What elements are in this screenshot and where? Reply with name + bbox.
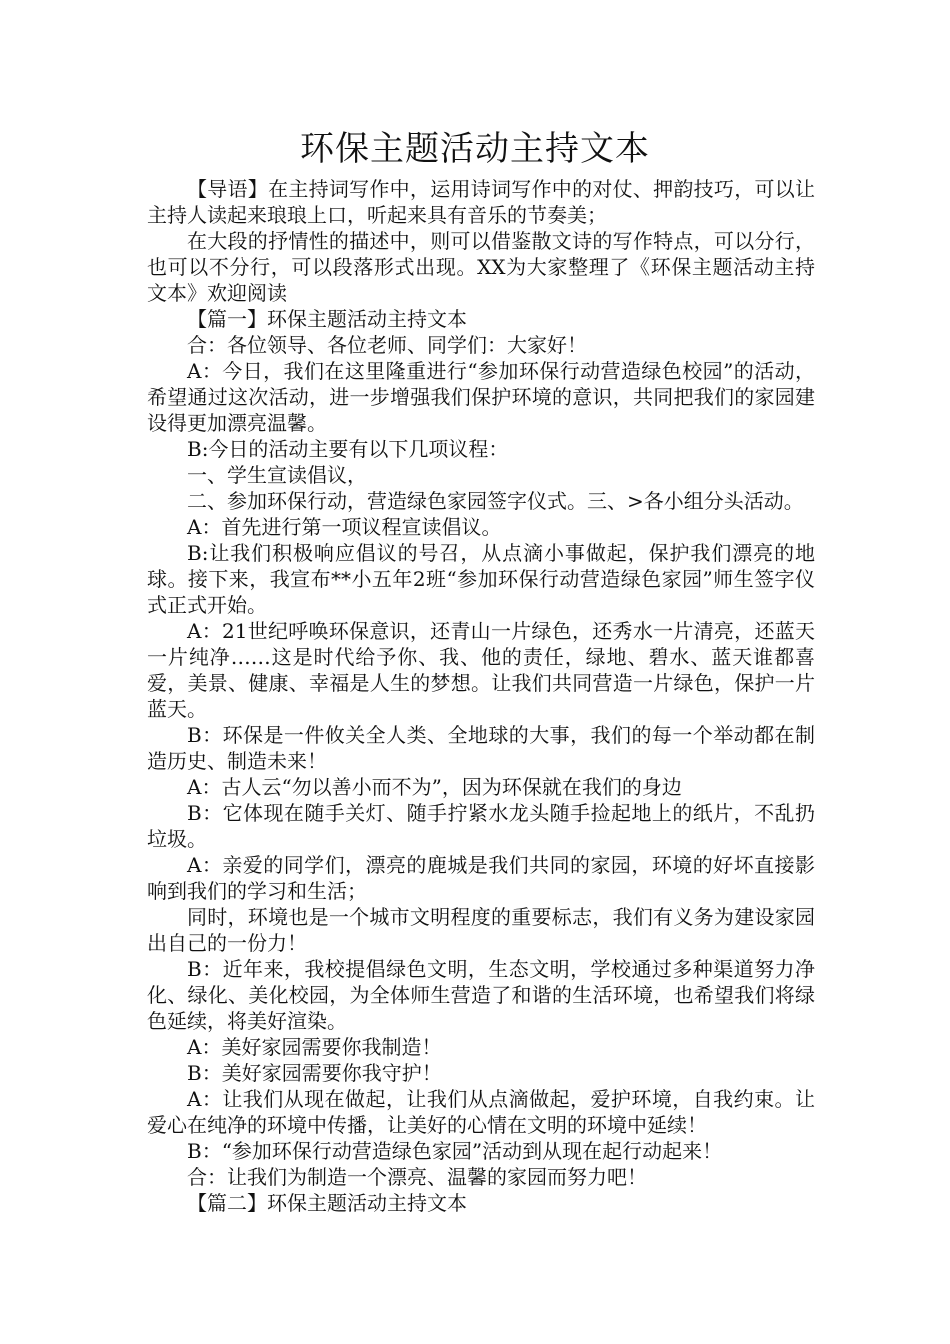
document-title: 环保主题活动主持文本 [300, 129, 650, 169]
paragraph: A：首先进行第一项议程宣读倡议。 [187, 515, 502, 539]
paragraph: 合：让我们为制造一个漂亮、温馨的家园而努力吧！ [187, 1165, 647, 1189]
paragraph: B：“参加环保行动营造绿色家园”活动到从现在起行动起来！ [187, 1139, 723, 1163]
paragraph: 合：各位领导、各位老师、同学们：大家好！ [187, 333, 587, 357]
paragraph: B:今日的活动主要有以下几项议程： [187, 437, 509, 461]
paragraph-intro-2: 在大段的抒情性的描述中，则可以借鉴散文诗的写作特点，可以分行，也可以不分行，可以段落形式出现。XX为大家整理了《环保主题活动主持文本》欢迎阅读 [147, 229, 815, 305]
paragraph: A：今日，我们在这里隆重进行“参加环保行动营造绿色校园”的活动，希望通过这次活动，进一步增强我们保护环境的意识，共同把我们的家园建设得更加漂亮温馨。 [147, 359, 815, 435]
paragraph: 二、参加环保行动，营造绿色家园签字仪式。三、>各小组分头活动。 [187, 489, 804, 513]
paragraph: B:让我们积极响应倡议的号召，从点滴小事做起，保护我们漂亮的地球。接下来，我宣布**小五年2班“参加环保行动营造绿色家园”师生签字仪式正式开始。 [147, 541, 815, 617]
paragraph: 一、学生宣读倡议， [187, 463, 367, 487]
paragraph: A：让我们从现在做起，让我们从点滴做起，爱护环境，自我约束。让爱心在纯净的环境中传播，让美好的心情在文明的环境中延续！ [147, 1087, 815, 1137]
paragraph: B：美好家园需要你我守护！ [187, 1061, 442, 1085]
section-heading-part-two: 【篇二】环保主题活动主持文本 [187, 1191, 467, 1215]
paragraph: B：环保是一件攸关全人类、全地球的大事，我们的每一个举动都在制造历史、制造未来！ [147, 723, 815, 773]
paragraph: B：近年来，我校提倡绿色文明，生态文明，学校通过多种渠道努力净化、绿化、美化校园，为全体师生营造了和谐的生活环境，也希望我们将绿色延续，将美好渲染。 [147, 957, 815, 1033]
paragraph: B：它体现在随手关灯、随手拧紧水龙头随手捡起地上的纸片，不乱扔垃圾。 [147, 801, 815, 851]
paragraph: A：美好家园需要你我制造！ [187, 1035, 442, 1059]
paragraph: A：21世纪呼唤环保意识，还青山一片绿色，还秀水一片清亮，还蓝天一片纯净……这是时代给予你、我、他的责任，绿地、碧水、蓝天谁都喜爱，美景、健康、幸福是人生的梦想。让我们共同营造一片绿色，保护一片蓝天。 [147, 619, 815, 721]
paragraph: A：古人云“勿以善小而不为”，因为环保就在我们的身边 [187, 775, 682, 799]
paragraph-intro: 【导语】在主持词写作中，运用诗词写作中的对仗、押韵技巧，可以让主持人读起来琅琅上口，听起来具有音乐的节奏美； [147, 177, 815, 227]
paragraph: 同时，环境也是一个城市文明程度的重要标志，我们有义务为建设家园出自己的一份力！ [147, 905, 815, 955]
paragraph: A：亲爱的同学们，漂亮的鹿城是我们共同的家园，环境的好坏直接影响到我们的学习和生活； [147, 853, 815, 903]
document-body [147, 176, 815, 1216]
section-heading-part-one: 【篇一】环保主题活动主持文本 [187, 307, 467, 331]
